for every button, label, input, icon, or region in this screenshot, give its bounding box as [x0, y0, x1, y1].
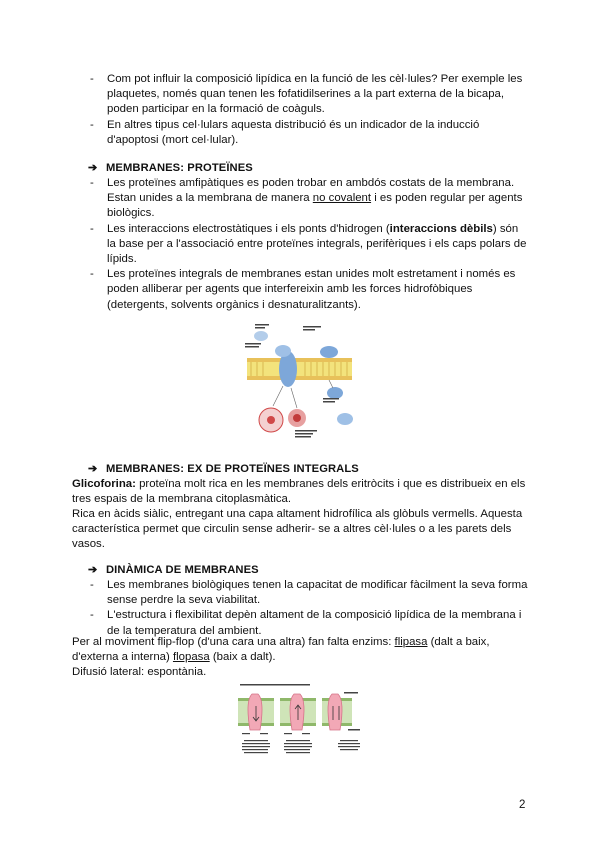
section-heading-proteins — [88, 161, 253, 176]
section-title: MEMBRANES: EX DE PROTEÏNES INTEGRALS — [106, 463, 359, 475]
arrow-icon: ➔ — [88, 162, 98, 174]
section-heading-integral-proteins — [88, 462, 359, 477]
sialic-acid-paragraph: Rica en àcids siàlic, entregant una capa altament hidrofílica als glòbuls vermells. Aquesta característica permet que circulin sense adherir- se a altres cèl·lules o a les parets dels vasos. — [72, 508, 523, 551]
dynamics-bullet-list — [90, 578, 530, 639]
arrow-icon: ➔ — [88, 564, 98, 576]
list-item: - Com pot influir la composició lipídica en la funció de les cèl·lules? Per exemple les plaquetes, només quan tenen les fofatidilserines a la part externa de la bicapa, poden participar en la formació de coàguls. — [90, 72, 530, 118]
section-title: DINÀMICA DE MEMBRANES — [106, 564, 259, 576]
section-heading-dynamics — [88, 563, 259, 578]
flipase-diagram-figure — [236, 682, 364, 768]
page-number: 2 — [519, 799, 526, 811]
list-item: - Les interaccions electrostàtiques i els ponts d'hidrogen (interaccions dèbils) són la base per a l'associació entre proteïnes integrals, perifèriques i els caps polars de lípids. — [90, 222, 530, 268]
lateral-diffusion-paragraph: Difusió lateral: espontània. — [72, 666, 207, 678]
arrow-icon: ➔ — [88, 463, 98, 475]
list-item: - Les membranes biològiques tenen la capacitat de modificar fàcilment la seva forma sense perdre la seva viabilitat. — [90, 578, 530, 608]
list-item: - Les proteïnes integrals de membranes estan unides molt estretament i només es poden alliberar per agents que interfereixin amb les forces hidrofòbiques (detergents, solvents orgànics i desnaturalitzants). — [90, 267, 530, 313]
intro-bullet-list — [90, 72, 530, 148]
list-item: - L'estructura i flexibilitat depèn altament de la composició lipídica de la membrana i de la temperatura del ambient. — [90, 608, 530, 638]
list-item: - En altres tipus cel·lulars aquesta distribució és un indicador de la inducció d'apoptosi (mort cel·lular). — [90, 118, 530, 148]
section-title: MEMBRANES: PROTEÏNES — [106, 162, 253, 174]
membrane-proteins-figure — [243, 318, 356, 446]
glycophorin-paragraph: Glicoforina: proteïna molt rica en les membranes dels eritròcits i que es distribueix en els tres espais de la membrana citoplasmàtica. — [72, 478, 526, 506]
proteins-bullet-list — [90, 176, 530, 313]
flip-flop-paragraph: Per al moviment flip-flop (d'una cara una altra) fan falta enzims: flipasa (dalt a baix, d'externa a interna) flopasa (baix a dalt). — [72, 636, 490, 664]
list-item: - Les proteïnes amfipàtiques es poden trobar en ambdós costats de la membrana. Estan unides a la membrana de manera no covalent i es poden regular per agents biològics. — [90, 176, 530, 222]
